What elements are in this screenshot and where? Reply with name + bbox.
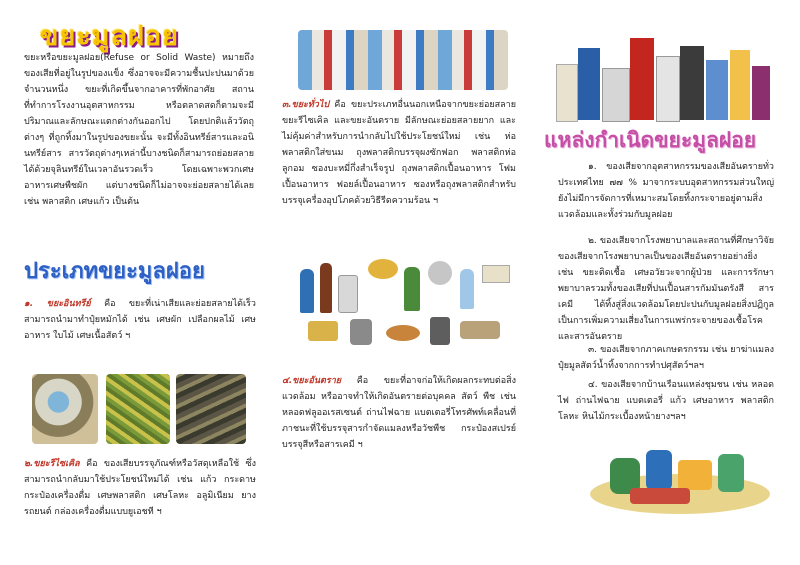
household-waste-photo: [590, 444, 770, 518]
scattered-waste-illustration: [290, 255, 516, 355]
type4-text: คือ ขยะที่อาจก่อให้เกิดผลกระทบต่อสิ่งแวดล้อม หรืออาจทำให้เกิดอันตรายต่อบุคคล สัตว์ พืช เช่น หลอดฟลูออเรสเซนต์ ถ่านไฟฉาย แบตเตอรี่โทรศัพท์เคลื่อนที่ ภาชนะที่ใช้บรรจุสารกำจัดแมลงหรือวัชพืช กระป๋องสเปรย์บรรจุสีหรือสารเคมี ฯ: [282, 376, 516, 450]
source-3: ๓. ของเสียจากภาคเกษตรกรรม เช่น ยาฆ่าแมลง ปุ๋ยมูลสัตว์น้ำทิ้งจากการทำปศุสัตว์ฯลฯ: [558, 345, 774, 371]
types-heading: ประเภทขยะมูลฝอย: [24, 258, 205, 284]
source-4: ๔. ของเสียจากบ้านเรือนแหล่งชุมชน เช่น หลอดไฟ ถ่านไฟฉาย แบตเตอรี่ แก้ว เศษอาหาร พลาสติก โลหะ หินไม้กระเบื้องหน้ายางฯลฯ: [558, 380, 774, 422]
type1-label: ๑. ขยะอินทรีย์: [24, 299, 91, 309]
organic-waste-photo-3: [176, 374, 246, 444]
type4-label: ๔.ขยะอันตราย: [282, 376, 342, 386]
type1-text: คือ ขยะที่เน่าเสียและย่อยสลายได้เร็ว สามารถนำมาทำปุ๋ยหมักได้ เช่น เศษผัก เปลือกผลไม้ เศษอาหาร ใบไม้ เศษเนื้อสัตว์ ฯ: [24, 299, 256, 341]
type2-text: คือ ของเสียบรรจุภัณฑ์หรือวัสดุเหลือใช้ ซึ่งสามารถนำกลับมาใช้ประโยชน์ใหม่ได้ เช่น แก้ว กระดาษ กระป๋องเครื่องดื่ม เศษพลาสติก เศษโลหะ อลูมิเนียม ยางรถยนต์ กล่องเครื่องดื่มแบบยูเอชที ฯ: [24, 459, 256, 517]
type3-label: ๓.ขยะทั่วไป: [282, 100, 330, 110]
source-2: ๒. ของเสียจากโรงพยาบาลและสถานที่ศึกษาวิจัย ของเสียจากโรงพยาบาลเป็นของเสียอันตรายอย่างยิ่ง เช่น ขยะติดเชื้อ เศษอวัยวะจากผู้ป่วย และการรักษาพยาบาลรวมทั้งของเสียที่ปนเปื้อนสารกัมมันตรังสี สารเคมี ได้ทิ้งสู่สิ่งแวดล้อมโดยปะปนกับมูลฝอยสิ่งปฏิกูลเป็นการเพิ่มความเสี่ยงในการแพร่กระจายของเชื้อโรคและสารอันตราย: [558, 236, 774, 342]
type3-text: คือ ขยะประเภทอื่นนอกเหนือจากขยะย่อยสลาย ขยะรีไซเคิล และขยะอันตราย มีลักษณะย่อยสลายยาก และไม่คุ้มค่าสำหรับการนำกลับไปใช้ประโยชน์ใหม่ เช่น ห่อพลาสติกใส่ขนม ถุงพลาสติกบรรจุผงซักฟอก พลาสติกห่อลูกอม ซองบะหมี่กึ่งสำเร็จรูป ถุงพลาสติกเปื้อนอาหาร โฟมเปื้อนอาหาร ฟอยล์เปื้อนอาหาร ซองหรือถุงพลาสติกสำหรับบรรจุเครื่องอุปโภคด้วยวิธีรีดความร้อน ฯ: [282, 100, 516, 206]
type4-paragraph: [282, 373, 516, 453]
organic-waste-photo-1: [32, 374, 98, 444]
intro-paragraph: ขยะหรือขยะมูลฝอย(Refuse or Solid Waste) หมายถึง ของเสียที่อยู่ในรูปของแข็ง ซึ่งอาจจะมีความชื้นปะปนมาด้วยจำนวนหนึ่ง ขยะที่เกิดขึ้นจากอาคารที่พักอาศัย สถานที่ทำการโรงงานอุตสาหกรรม หรือตลาดสดก็ตามจะมีปริมาณและลักษณะแตกต่างกันออกไป โดยปกติแล้ววัตถุต่างๆ ที่ถูกทิ้งมาในรูปของขยะนั้น จะมีทั้งอินทรีย์สารและอนินทรีย์สาร สารวัตถุต่างๆเหล่านี้บางชนิดก็สามารถย่อยสลายได้ด้วยจุลินทรีย์ในเวลาอันรวดเร็ว โดยเฉพาะพวกเศษอาหารเศษพืชผัก แต่บางชนิดก็ไม่อาจจะย่อยสลายได้เลย เช่น พลาสติก เศษแก้ว เป็นต้น: [24, 53, 254, 207]
sources-heading: แหล่งกำเนิดขยะมูลฝอย: [544, 127, 757, 152]
general-waste-photo: [298, 30, 508, 90]
organic-waste-photo-2: [106, 374, 170, 444]
source-1: ๑. ของเสียจากอุตสาหกรรมของเสียอันตรายทั่วประเทศไทย ๗๗ % มาจากระบบอุตสาหกรรมส่วนใหญ่ยังไม่มีการจัดการที่เหมาะสมโดยทิ้งกระจายอยู่ตามสิ่งแวดล้อมและทั้งร่วมกับมูลฝอย: [558, 162, 774, 220]
page-title: ขยะมูลฝอย: [40, 21, 179, 52]
type1-paragraph: [24, 296, 256, 344]
hazardous-containers-photo: [556, 38, 770, 120]
column-2: [268, 0, 530, 565]
column-3: [530, 0, 800, 565]
type2-label: ๒.ขยะรีไซเคิล: [24, 459, 80, 469]
type3-paragraph: [282, 97, 516, 209]
column-1: [0, 0, 268, 565]
type2-paragraph: [24, 456, 256, 520]
